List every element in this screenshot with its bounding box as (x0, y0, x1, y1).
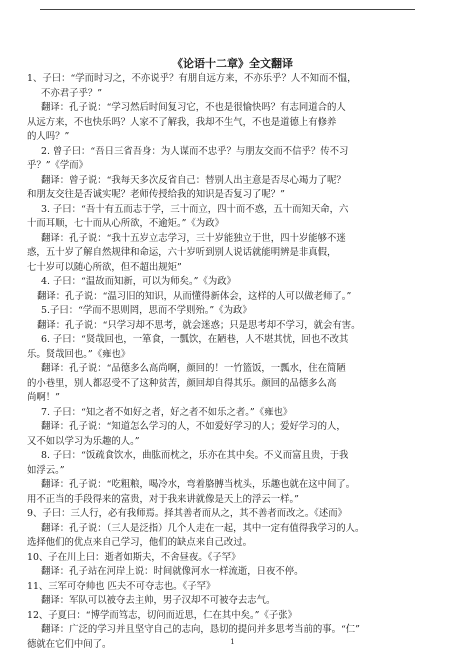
text-line: 11、三军可夺帅也 匹夫不可夺志也。《子罕》 (27, 580, 216, 592)
text-line: 翻译：孔子说：“吃粗粮，喝冷水，弯着胳膊当枕头，乐趣也就在这中间了。 (41, 479, 356, 490)
text-line: 8. 子曰：“饭疏食饮水，曲肱而枕之，乐亦在其中矣。不义而富且贵，于我 (41, 450, 349, 461)
text-line: 翻译：孔子说：“只学习却不思考，就会迷惑；只是思考却不学习，就会有害。 (37, 319, 361, 331)
text-line: 乐。贤哉回也。”《雍也》 (27, 348, 131, 360)
text-line: 不亦君子乎？” (41, 87, 103, 99)
text-line: 5.子曰：“学而不思则罔，思而不学则殆。”《为政》 (41, 305, 252, 316)
text-line: 翻译：孔子说：“我十五岁立志学习，三十岁能独立于世，四十岁能够不迷 (41, 232, 346, 244)
text-line: 翻译：孔子站在河岸上说：时间就像河水一样流逝，日夜不停。 (41, 566, 304, 577)
text-line: 翻译：孔子说：“知道怎么学习的人，不如爱好学习的人；爱好学习的人， (41, 421, 346, 432)
text-line: 3. 子曰：“吾十有五而志于学，三十而立，四十而不惑，五十而知天命，六 (41, 203, 349, 215)
text-line: 12、子夏曰：“博学而笃志，切问而近思，仁在其中矣。”《子张》 (27, 609, 297, 621)
text-line: 翻译：孔子说：（三人是泛指）几个人走在一起，其中一定有值得我学习的人。 (41, 522, 365, 534)
text-line: 尚啊！” (27, 392, 60, 403)
text-line: 如浮云。” (27, 464, 65, 476)
text-line: 七十岁可以随心所欲，但不超出规矩” (27, 261, 182, 273)
text-line: 从远方来，不也快乐吗？人家不了解我，我却不生气，不也是道德上有修养 (27, 116, 337, 128)
text-line: 的人吗？” (27, 131, 70, 142)
text-line: 乎？”《学而》 (27, 160, 89, 171)
page-title: 《论语十二章》全文翻译 (172, 57, 293, 70)
text-line: 翻译：孔子说：“品德多么高尚啊，颜回的！一竹篮饭，一瓢水，住在简陋 (41, 363, 346, 374)
text-line: 翻译：孔子说：“温习旧的知识，从而懂得新体会，这样的人可以做老师了。” (37, 290, 352, 302)
text-line: 用不正当的手段得来的富贵，对于我来讲就像是天上的浮云一样。” (27, 493, 299, 505)
header-rule (40, 9, 415, 10)
text-line: 6. 子曰：“贤哉回也，一箪食，一瓢饮，在陋巷，人不堪其忧，回也不改其 (41, 334, 349, 345)
document-body (27, 72, 437, 652)
text-line: 9、子曰：三人行，必有我师焉。择其善者而从之，其不善者而改之。《述而》 (27, 508, 348, 519)
text-line: 7. 子曰：“知之者不如好之者，好之者不如乐之者。”《雍也》 (41, 406, 293, 418)
text-line: 翻译：孔子说：“学习然后时间复习它，不也是很愉快吗？有志同道合的人 (41, 102, 346, 113)
text-line: 的小巷里，别人都忍受不了这种贫苦，颜回却自得其乐。颜回的品德多么高 (27, 377, 337, 389)
page-number: 1 (230, 638, 235, 646)
text-line: 惑，五十岁了解自然规律和命运，六十岁听到别人说话就能明辨是非真假， (27, 247, 337, 258)
text-line: 1、子曰：“学而时习之，不亦说乎？有朋自远方来，不亦乐乎？人不知而不愠， (27, 73, 357, 84)
text-line: 翻译：军队可以被夺去主帅，男子汉却不可被夺去志气。 (41, 595, 276, 606)
text-line: 德就在它们中间了。 (27, 638, 112, 650)
text-line: 10、子在川上曰：逝者如斯夫，不舍昼夜。《子罕》 (27, 551, 241, 563)
text-line: 2. 曾子曰：“吾日三省吾身：为人谋而不忠乎？与朋友交而不信乎？传不习 (41, 145, 349, 157)
text-line: 4. 子曰：“温故而知新，可以为师矣。”《为政》 (41, 276, 236, 287)
text-line: 选择他们的优点来自己学习，他们的缺点来自己改过。 (27, 537, 253, 548)
text-line: 十而耳顺，七十而从心所欲，不逾矩。”《为政》 (27, 218, 224, 229)
text-line: 翻译：广泛的学习并且坚守自己的志向，恳切的提问并多思考当前的事。“仁” (41, 624, 360, 635)
text-line: 翻译：曾子说：“我每天多次反省自己：替别人出主意是否尽心竭力了呢？ (41, 174, 346, 186)
text-line: 又不如以学习为乐趣的人。” (27, 435, 140, 447)
text-line: 和朋友交往是否诚实呢？老师传授给我的知识是否复习了呢？” (27, 189, 285, 200)
